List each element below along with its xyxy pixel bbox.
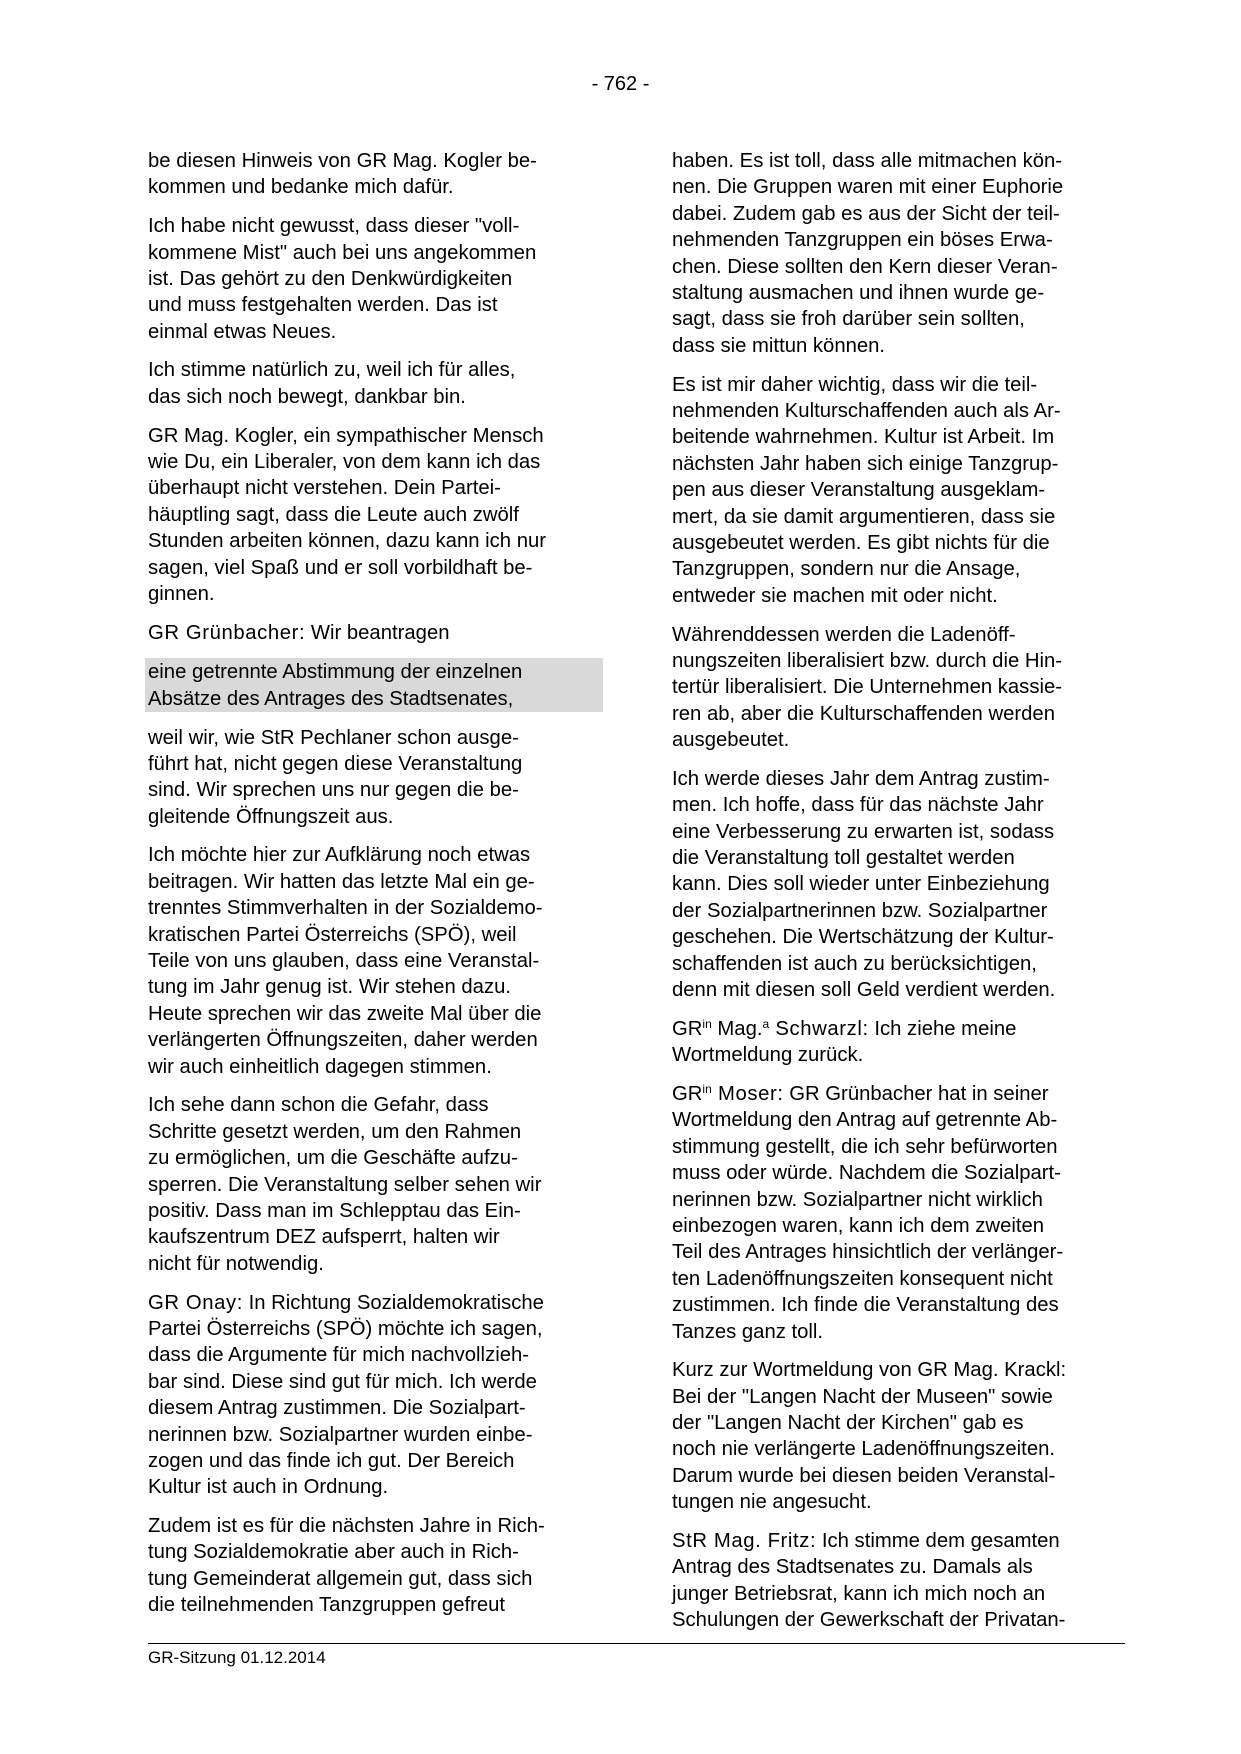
paragraph: Es ist mir daher wichtig, dass wir die teil- nehmenden Kulturschaffenden auch als Ar- beitende wahrnehmen. Kultur ist Arbeit. Im nächsten Jahr haben sich einige Tanzgrup- pen aus dieser Veranstaltung ausgeklam- mert, da sie damit argumentieren, dass sie ausgebeutet werden. Es gibt nichts für die Tanzgruppen, sondern nur die Ansage, entweder sie machen mit oder nicht. [672,373,1061,607]
right-column [672,148,1123,1646]
left-column [148,148,599,1631]
paragraph: GR Onay: In Richtung Sozialdemokratische Partei Österreichs (SPÖ) möchte ich sagen, dass die Argumente für mich nachvollzieh- bar sind. Diese sind gut für mich. Ich werde diesem Antrag zustimmen. Die Sozialpart- nerinnen bzw. Sozialpartner wurden einbe- zogen und das finde ich gut. Der Bereich Kultur ist auch in Ordnung. [148,1291,544,1499]
paragraph: Ich stimme natürlich zu, weil ich für alles, das sich noch bewegt, dankbar bin. [148,359,516,408]
speaker-name: Moser: [711,1082,784,1105]
speaker-name: GR Grünbacher: [148,621,306,644]
page-number: - 762 - [591,73,650,95]
paragraph: weil wir, wie StR Pechlaner schon ausge- führt hat, nicht gegen diese Veranstaltung sind. Wir sprechen uns nur gegen die be- gleitende Öffnungszeit aus. [148,726,523,828]
speaker-name: StR Mag. Fritz: [672,1529,817,1552]
paragraph: Ich sehe dann schon die Gefahr, dass Schritte gesetzt werden, um den Rahmen zu ermöglichen, um die Geschäfte aufzu- sperren. Die Veranstaltung selber sehen wir positiv. Dass man im Schlepptau das Ein- kaufszentrum DEZ aufsperrt, halten wir nicht für notwendig. [148,1094,542,1275]
paragraph: StR Mag. Fritz: Ich stimme dem gesamten Antrag des Stadtsenates zu. Damals als junger Betriebsrat, kann ich mich noch an Schulungen der Gewerkschaft der Privatan- [672,1529,1066,1632]
highlighted-motion: eine getrennte Abstimmung der einzelnen Absätze des Antrages des Stadtsenates, [145,658,603,712]
paragraph: haben. Es ist toll, dass alle mitmachen kön- nen. Die Gruppen waren mit einer Euphorie dabei. Zudem gab es aus der Sicht der teil- nehmenden Tanzgruppen ein böses Erwa- chen. Diese sollten den Kern dieser Veran- staltung ausmachen und ihnen wurde ge- sagt, dass sie froh darüber sein sollten, dass sie mittun können. [672,150,1064,357]
speaker-name: Schwarzl: [769,1017,869,1040]
paragraph: Ich habe nicht gewusst, dass dieser "voll- kommene Mist" auch bei uns angekommen ist. Das gehört zu den Denkwürdigkeiten und muss festgehalten werden. Das ist einmal etwas Neues. [148,215,537,343]
paragraph: Ich möchte hier zur Aufklärung noch etwas beitragen. Wir hatten das letzte Mal ein ge- trenntes Stimmverhalten in der Sozialdemo- kratischen Partei Österreichs (SPÖ), weil Teile von uns glauben, dass eine Veranstal- tung im Jahr genug ist. Wir stehen dazu. Heute sprechen wir das zweite Mal über die verlängerten Öffnungszeiten, daher werden wir auch einheitlich dagegen stimmen. [148,844,543,1078]
paragraph: $GR^{in}$ Mag.$^a$ Schwarzl: Ich ziehe meine Wortmeldung zurück. [672,1016,1017,1067]
speaker-name: GR Onay: [148,1291,243,1314]
paragraph: Ich werde dieses Jahr dem Antrag zustim- men. Ich hoffe, dass für das nächste Jahr eine Verbesserung zu erwarten ist, sodass die Veranstaltung toll gestaltet werden kann. Dies soll wieder unter Einbeziehung der Sozialpartnerinnen bzw. Sozialpartner geschehen. Die Wertschätzung der Kultur- schaffenden ist auch zu berücksichtigen, denn mit diesen soll Geld verdient werden. [672,767,1056,1002]
paragraph: Währenddessen werden die Ladenöff- nungszeiten liberalisiert bzw. durch die Hin- tertür liberalisiert. Die Unternehmen kassie- ren ab, aber die Kulturschaffenden werden ausgebeutet. [672,623,1063,752]
paragraph: $GR^{in}$ Moser: GR Grünbacher hat in seiner Wortmeldung den Antrag auf getrennte Ab- stimmung gestellt, die ich sehr befürworten muss oder würde. Nachdem die Sozialpart- nerinnen bzw. Sozialpartner nicht wirklich einbezogen waren, kann ich dem zweiten Teil des Antrages hinsichtlich der verlänger- ten Ladenöffnungszeiten konsequent nicht zustimmen. Ich finde die Veranstaltung des Tanzes ganz toll. [672,1081,1064,1343]
footer-text: GR-Sitzung 01.12.2014 [148,1648,326,1667]
paragraph: GR Mag. Kogler, ein sympathischer Mensch wie Du, ein Liberaler, von dem kann ich das überhaupt nicht verstehen. Dein Partei- häuptling sagt, dass die Leute auch zwölf Stunden arbeiten können, dazu kann ich nur sagen, viel Spaß und er soll vorbildhaft be- ginnen. [148,424,547,605]
paragraph: Kurz zur Wortmeldung von GR Mag. Krackl: Bei der "Langen Nacht der Museen" sowie der "Langen Nacht der Kirchen" gab es noch nie verlängerte Ladenöffnungszeiten. Darum wurde bei diesen beiden Veranstal- tungen nie angesucht. [672,1359,1067,1514]
paragraph: GR Grünbacher: Wir beantragen [148,621,450,644]
footer-divider [148,1643,1125,1644]
paragraph: be diesen Hinweis von GR Mag. Kogler be- kommen und bedanke mich dafür. [148,150,537,199]
paragraph: Zudem ist es für die nächsten Jahre in Rich- tung Sozialdemokratie aber auch in Rich- tung Gemeinderat allgemein gut, dass sich die teilnehmenden Tanzgruppen gefreut [148,1515,545,1617]
